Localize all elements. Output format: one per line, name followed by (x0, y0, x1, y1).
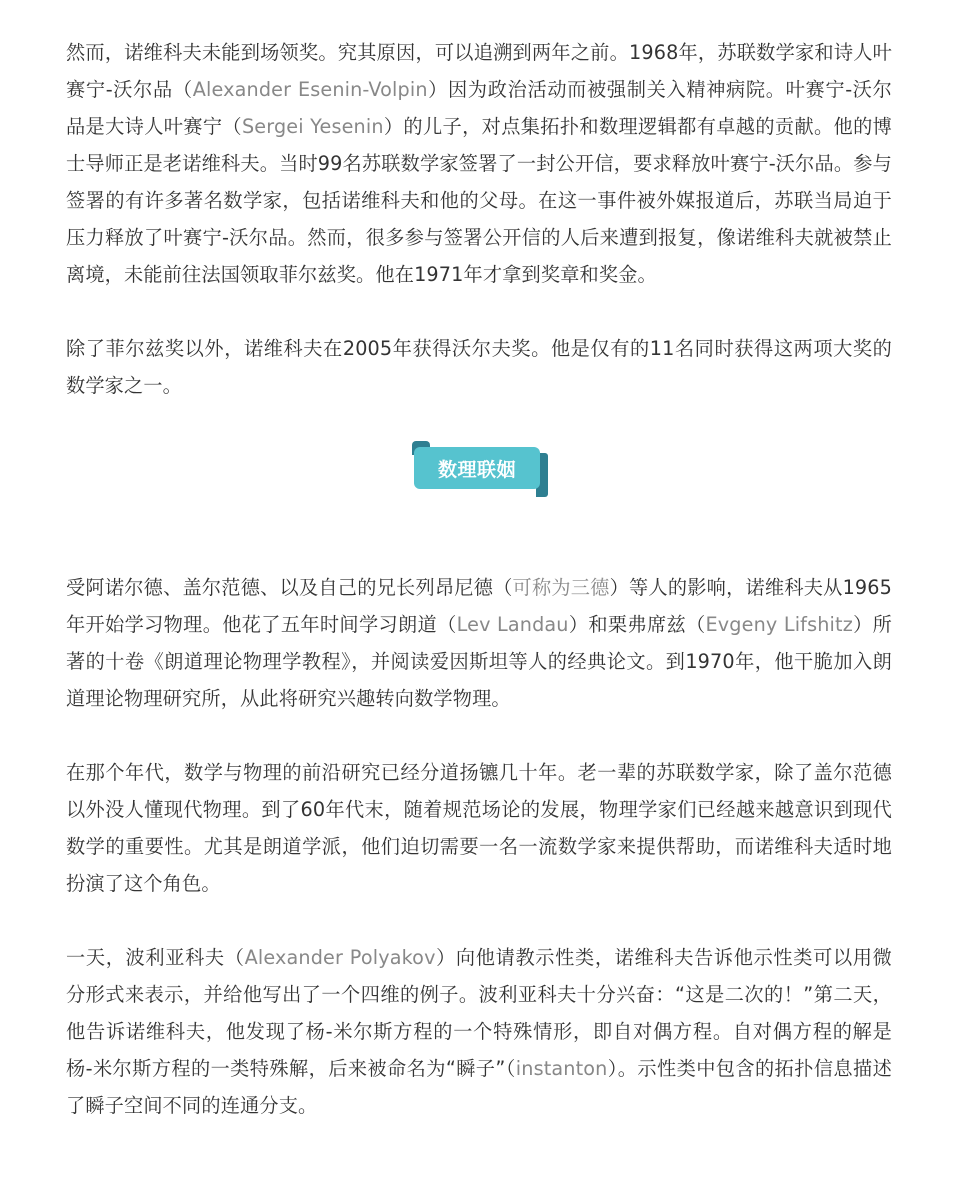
text-run: ）等人的影响，诺维科夫从1965年开始学习物理。他花了五年时间学习朗道（ (66, 576, 893, 636)
name-alexander-polyakov: Alexander Polyakov (244, 946, 436, 969)
paragraph-spacer (66, 717, 892, 754)
text-run: 然而，诺维科夫未能到场领奖。究其原因，可以追溯到两年之前。1968年，苏联数学家和诗人叶赛宁-沃尔品（ (66, 41, 892, 101)
section-header (66, 441, 892, 503)
name-lev-landau: Lev Landau (456, 613, 569, 636)
text-run: ）的儿子，对点集拓扑和数理逻辑都有卓越的贡献。他的博士导师正是老诺维科夫。当时99名苏联数学家签署了一封公开信，要求释放叶赛宁-沃尔品。参与签署的有许多著名数学家，包括诺维科夫和他的父母。在这一事件被外媒报道后，苏联当局迫于压力释放了叶赛宁-沃尔品。然而，很多参与签署公开信的人后来遭到报复，像诺维科夫就被禁止离境，未能前往法国领取菲尔兹奖。他在1971年才拿到奖章和奖金。 (66, 115, 892, 286)
text-run: ）。示性类中包含的拓扑信息描述了瞬子空间不同的连通分支。 (66, 1057, 892, 1117)
paragraph-wolf-prize (66, 330, 892, 404)
text-run: 在那个年代，数学与物理的前沿研究已经分道扬镳几十年。老一辈的苏联数学家，除了盖尔范德以外没人懂现代物理。到了60年代末，随着规范场论的发展，物理学家们已经越来越意识到现代数学的重要性。尤其是朗道学派，他们迫切需要一名一流数学家来提供帮助，而诺维科夫适时地扮演了这个角色。 (66, 761, 892, 895)
text-run: 受阿诺尔德、盖尔范德、以及自己的兄长列昂尼德（ (66, 576, 513, 599)
text-run: 一天，波利亚科夫（ (66, 946, 245, 969)
paragraph-award-absence (66, 34, 892, 293)
article-body (66, 34, 892, 1124)
term-instanton: instanton (515, 1057, 608, 1080)
text-run: ）所著的十卷《朗道理论物理学教程》，并阅读爱因斯坦等人的经典论文。到1970年，他干脆加入朗道理论物理研究所，从此将研究兴趣转向数学物理。 (66, 613, 892, 710)
name-esenin-volpin: Alexander Esenin-Volpin (192, 78, 428, 101)
section-banner (412, 447, 546, 497)
text-run: 除了菲尔兹奖以外，诺维科夫在2005年获得沃尔夫奖。他是仅有的11名同时获得这两项大奖的数学家之一。 (66, 337, 892, 397)
paragraph-instanton (66, 939, 892, 1124)
note-three-de: 可称为三德 (512, 576, 610, 599)
paragraph-spacer (66, 293, 892, 330)
name-evgeny-lifshitz: Evgeny Lifshitz (705, 613, 853, 636)
section-title: 数理联姻 (414, 447, 540, 489)
text-run: ）和栗弗席兹（ (568, 613, 706, 636)
name-sergei-yesenin: Sergei Yesenin (241, 115, 384, 138)
paragraph-physics-study (66, 569, 892, 717)
paragraph-math-physics-divide (66, 754, 892, 902)
text-run: ）因为政治活动而被强制关入精神病院。叶赛宁-沃尔品是大诗人叶赛宁（ (66, 78, 892, 138)
paragraph-spacer (66, 902, 892, 939)
paragraph-spacer (66, 404, 892, 441)
section-spacer (66, 503, 892, 569)
text-run: ）向他请教示性类，诺维科夫告诉他示性类可以用微分形式来表示，并给他写出了一个四维的例子。波利亚科夫十分兴奋：“这是二次的！”第二天，他告诉诺维科夫，他发现了杨-米尔斯方程的一个特殊情形，即自对偶方程。自对偶方程的解是杨-米尔斯方程的一类特殊解，后来被命名为“瞬子”（ (66, 946, 892, 1080)
